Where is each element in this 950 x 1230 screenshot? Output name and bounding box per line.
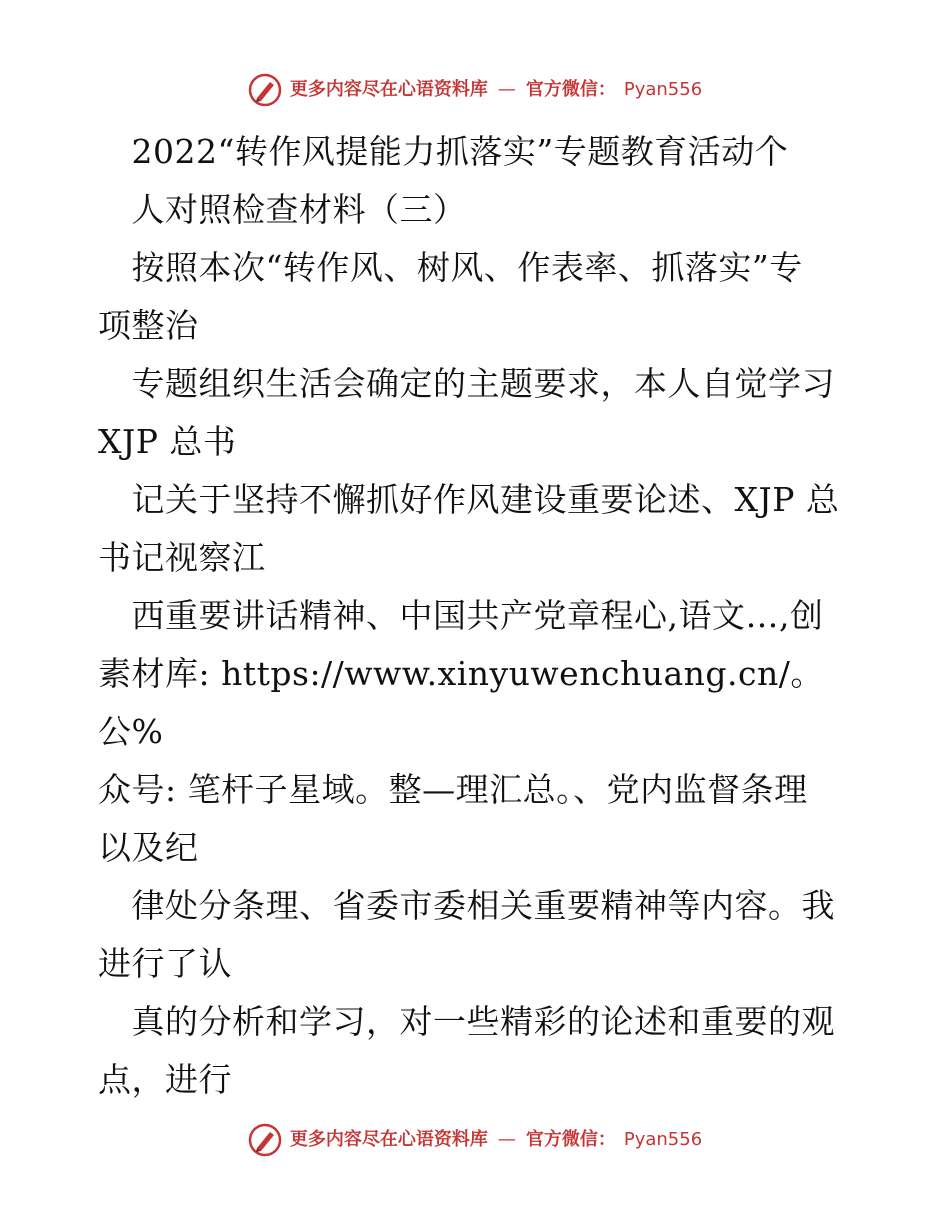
document-line: 点，进行	[98, 1060, 232, 1099]
footer-banner-label: 官方微信：	[525, 1129, 616, 1150]
footer-banner-id: Pyan556	[623, 1129, 703, 1150]
document-line: 以及纪	[98, 828, 199, 867]
header-banner-label: 官方微信：	[525, 79, 616, 100]
document-body	[98, 123, 858, 1109]
footer-banner-separator: —	[497, 1129, 516, 1150]
document-line: 按照本次“转作风、树风、作表率、抓落实”专	[98, 248, 803, 287]
document-line: XJP 总书	[98, 422, 237, 461]
footer-banner	[0, 1120, 950, 1160]
header-banner-content	[248, 73, 702, 107]
document-line: 人对照检查材料（三）	[98, 190, 467, 229]
footer-banner-content	[248, 1123, 702, 1157]
document-line: 2022“转作风提能力抓落实”专题教育活动个	[98, 132, 789, 171]
document-line: 西重要讲话精神、中国共产党章程心,语文…,创	[98, 596, 824, 635]
pen-logo-icon	[248, 73, 282, 107]
header-banner-separator: —	[497, 79, 516, 100]
header-banner-text: 更多内容尽在心语资料库	[289, 79, 488, 100]
header-banner	[0, 70, 950, 110]
document-line: 记关于坚持不懈抓好作风建设重要论述、XJP 总	[98, 480, 840, 519]
document-line: 真的分析和学习，对一些精彩的论述和重要的观	[98, 1002, 835, 1041]
document-line: 素材库: https://www.xinyuwenchuang.cn/。公%	[98, 654, 824, 751]
document-line: 进行了认	[98, 944, 232, 983]
document-line: 书记视察江	[98, 538, 266, 577]
document-line: 专题组织生活会确定的主题要求，本人自觉学习	[98, 364, 835, 403]
document-line: 项整治	[98, 306, 199, 345]
document-line: 律处分条理、省委市委相关重要精神等内容。我	[98, 886, 835, 925]
pen-logo-icon	[248, 1123, 282, 1157]
document-line: 众号: 笔杆子星域。整—理汇总。、党内监督条理	[98, 770, 808, 809]
header-banner-id: Pyan556	[623, 79, 703, 100]
footer-banner-text: 更多内容尽在心语资料库	[289, 1129, 488, 1150]
